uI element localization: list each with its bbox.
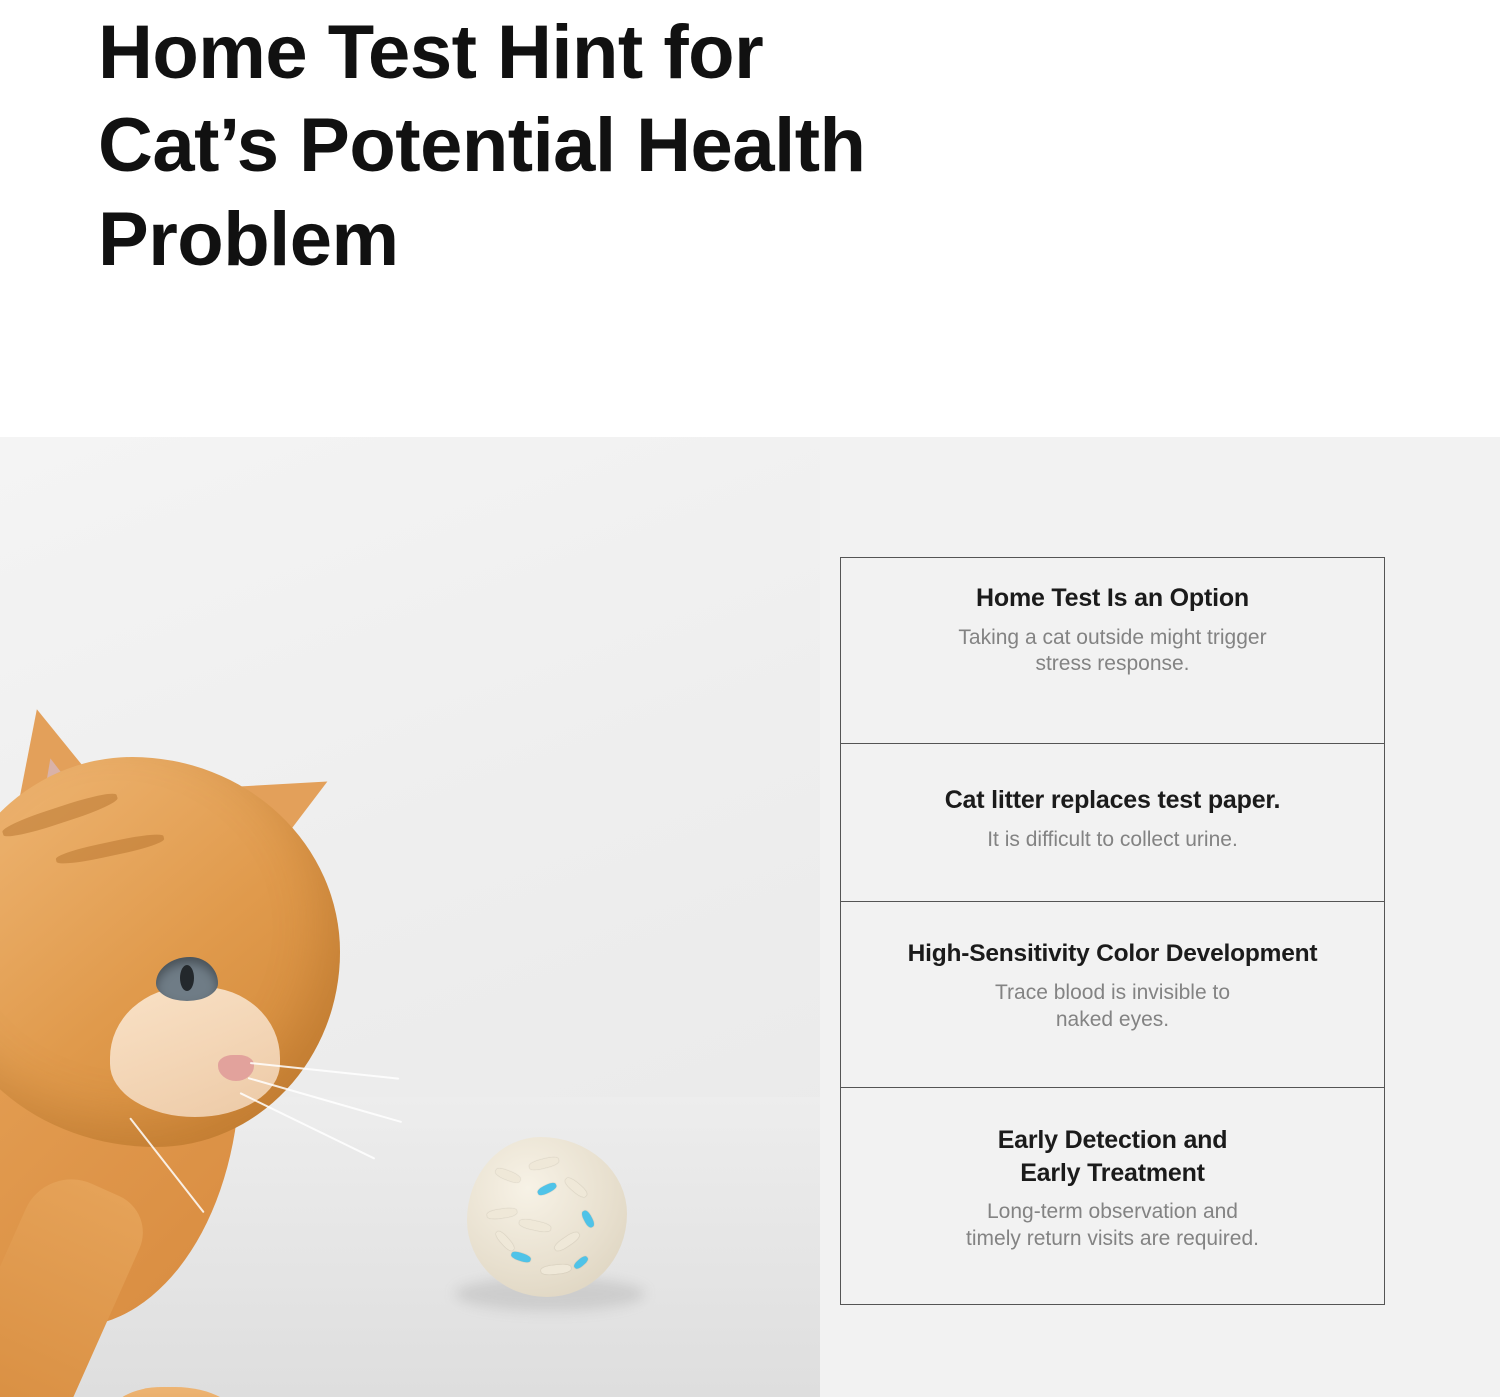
cat-photo bbox=[0, 437, 820, 1397]
feature-title: High-Sensitivity Color Development bbox=[907, 940, 1318, 967]
feature-row bbox=[841, 902, 1384, 1088]
feature-title: Home Test Is an Option bbox=[976, 584, 1249, 612]
content-panel bbox=[0, 437, 1500, 1397]
page-title: Home Test Hint for Cat’s Potential Health Problem bbox=[98, 10, 866, 282]
cat-muzzle bbox=[110, 987, 280, 1117]
headline-block bbox=[0, 0, 1500, 437]
feature-title: Early Detection and Early Treatment bbox=[997, 1126, 1228, 1187]
feature-row bbox=[841, 744, 1384, 902]
feature-description: Long-term observation and timely return visits are required. bbox=[966, 1200, 1259, 1250]
litter-clump bbox=[467, 1137, 627, 1297]
feature-table bbox=[840, 557, 1385, 1305]
feature-row bbox=[841, 1088, 1384, 1304]
feature-row bbox=[841, 558, 1384, 744]
feature-title: Cat litter replaces test paper. bbox=[944, 786, 1281, 814]
cat-eye bbox=[156, 957, 218, 1001]
cat-paw bbox=[110, 1387, 240, 1397]
feature-description: Trace blood is invisible to naked eyes. bbox=[995, 980, 1230, 1031]
feature-description: It is difficult to collect urine. bbox=[987, 827, 1238, 851]
feature-description: Taking a cat outside might trigger stress response. bbox=[958, 625, 1267, 676]
